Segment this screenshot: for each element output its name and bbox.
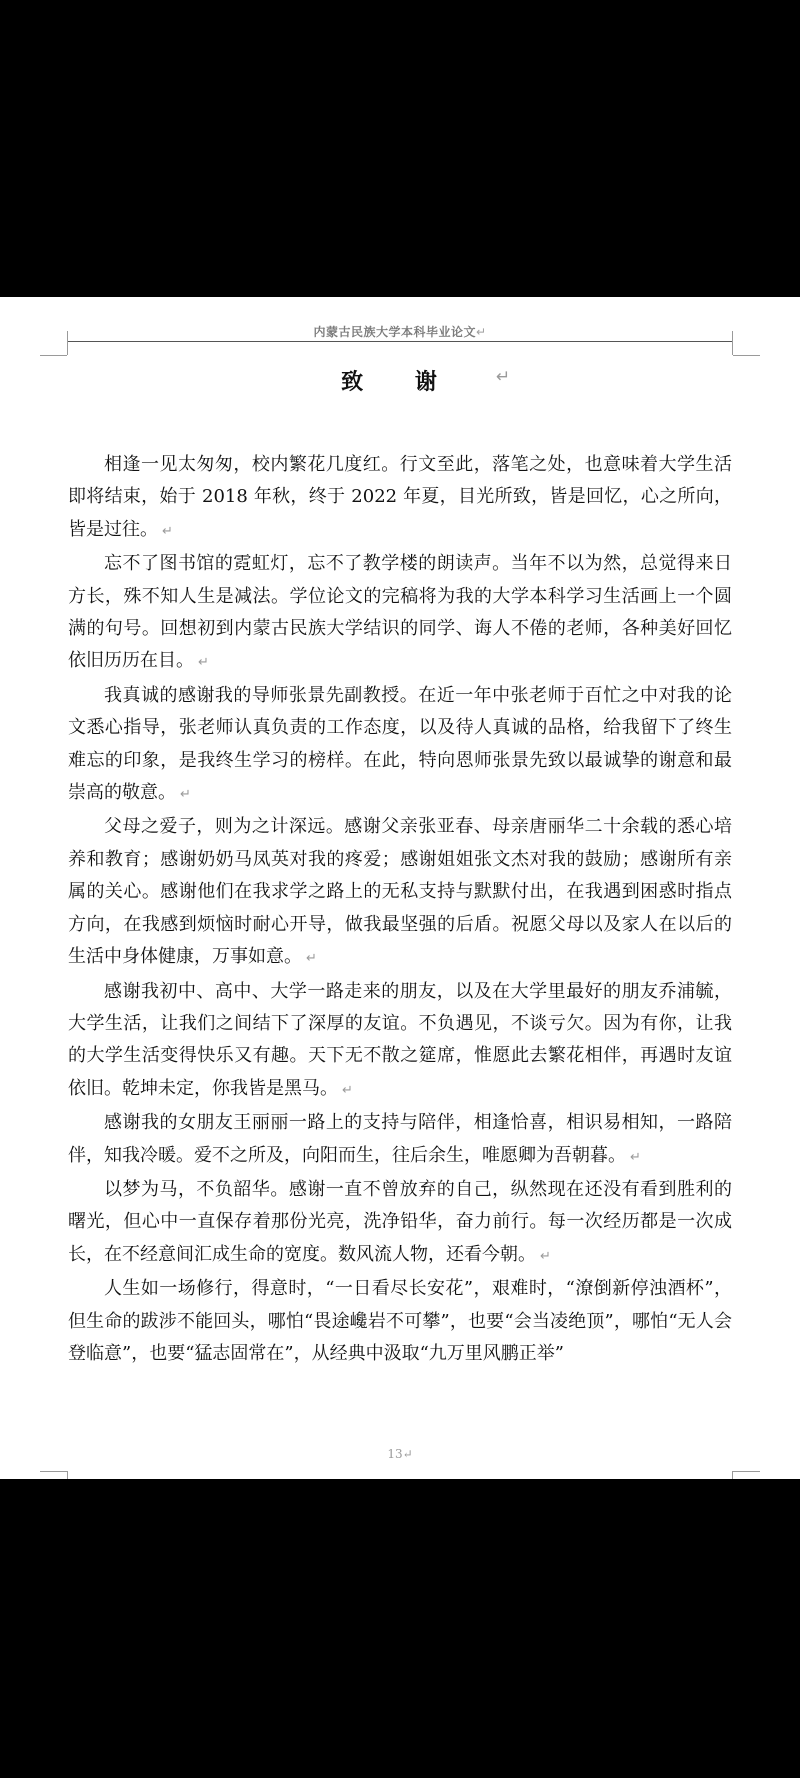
- paragraph: [68, 811, 732, 975]
- paragraph: [68, 1174, 732, 1273]
- paragraph: [68, 548, 732, 680]
- page-header-text: 内蒙古民族大学本科毕业论文: [313, 325, 476, 339]
- paragraph-text: 以梦为马，不负韶华。感谢一直不曾放弃的自己，纵然现在还没有看到胜利的曙光，但心中一直保存着那份光亮，洗净铅华，奋力前行。每一次经历都是一次成长，在不经意间汇成生命的宽度。数风流人物，还看今朝。: [68, 1178, 732, 1265]
- title-paragraph-mark: ↵: [496, 367, 511, 387]
- paragraph-mark: ↵: [306, 951, 317, 967]
- paragraph-text: 相逢一见太匆匆，校内繁花几度红。行文至此，落笔之处，也意味着大学生活即将结束，始于 2018 年秋，终于 2022 年夏，目光所致，皆是回忆，心之所向，皆是过往。: [68, 454, 732, 540]
- document-page: [0, 297, 800, 1479]
- crop-mark-top-right-h: [733, 355, 760, 356]
- paragraph-mark: ↵: [342, 1082, 353, 1098]
- header-rule: [68, 341, 732, 342]
- paragraph-mark: ↵: [198, 655, 209, 671]
- paragraph-mark: ↵: [180, 787, 191, 803]
- page-header: [0, 323, 800, 340]
- paragraph-text: 感谢我初中、高中、大学一路走来的朋友，以及在大学里最好的朋友乔浦毓，大学生活，让我们之间结下了深厚的友谊。不负遇见，不谈亏欠。因为有你，让我的大学生活变得快乐又有趣。天下无不散之筵席，惟愿此去繁花相伴，再遇时友谊依旧。乾坤未定，你我皆是黑马。: [68, 980, 732, 1099]
- crop-mark-bottom-right-h: [733, 1471, 760, 1472]
- paragraph-text: 感谢我的女朋友王丽丽一路上的支持与陪伴，相逢恰喜，相识易相知，一路陪伴，知我冷暖。爱不之所及，向阳而生，往后余生，唯愿卿为吾朝暮。: [68, 1112, 732, 1166]
- document-title: 致 谢: [341, 370, 459, 395]
- paragraph-text: 父母之爱子，则为之计深远。感谢父亲张亚春、母亲唐丽华二十余载的悉心培养和教育；感谢奶奶马凤英对我的疼爱；感谢姐姐张文杰对我的鼓励；感谢所有亲属的关心。感谢他们在我求学之路上的无私支持与默默付出，在我遇到困惑时指点方向，在我感到烦恼时耐心开导，做我最坚强的后盾。祝愿父母以及家人在以后的生活中身体健康，万事如意。: [68, 816, 732, 968]
- paragraph: [68, 1107, 732, 1174]
- header-paragraph-mark: ↵: [475, 325, 487, 339]
- paragraph-text: 我真诚的感谢我的导师张景先副教授。在近一年中张老师于百忙之中对我的论文悉心指导，张老师认真负责的工作态度，以及待人真诚的品格，给我留下了终生难忘的印象，是我终生学习的榜样。在此，特向恩师张景先致以最诚挚的谢意和最崇高的敬意。: [68, 684, 732, 804]
- paragraph-mark: ↵: [540, 1248, 551, 1264]
- paragraph: [68, 449, 732, 548]
- paragraph-text: 人生如一场修行，得意时，“一日看尽长安花”，艰难时，“潦倒新停浊酒杯”，但生命的跋涉不能回头，哪怕“畏途巉岩不可攀”，也要“会当凌绝顶”，哪怕“无人会登临意”，也要“猛志固常在”，从经典中汲取“九万里风鹏正举”: [68, 1278, 732, 1364]
- paragraph: [68, 1273, 732, 1370]
- crop-mark-bottom-left-v: [67, 1471, 68, 1479]
- paragraph-mark: ↵: [630, 1149, 641, 1165]
- page-number: 13↵: [387, 1447, 413, 1461]
- document-body: [68, 449, 732, 1370]
- paragraph-text: 忘不了图书馆的霓虹灯，忘不了教学楼的朗读声。当年不以为然，总觉得来日方长，殊不知人生是减法。学位论文的完稿将为我的大学本科学习生活画上一个圆满的句号。回想初到内蒙古民族大学结识的同学、诲人不倦的老师，各种美好回忆依旧历历在目。: [68, 553, 732, 672]
- crop-mark-top-left-h: [40, 355, 67, 356]
- paragraph: [68, 680, 732, 812]
- crop-mark-bottom-right-v: [732, 1471, 733, 1479]
- crop-mark-bottom-left-h: [40, 1471, 67, 1472]
- paragraph: [68, 976, 732, 1108]
- paragraph-mark: ↵: [162, 523, 173, 539]
